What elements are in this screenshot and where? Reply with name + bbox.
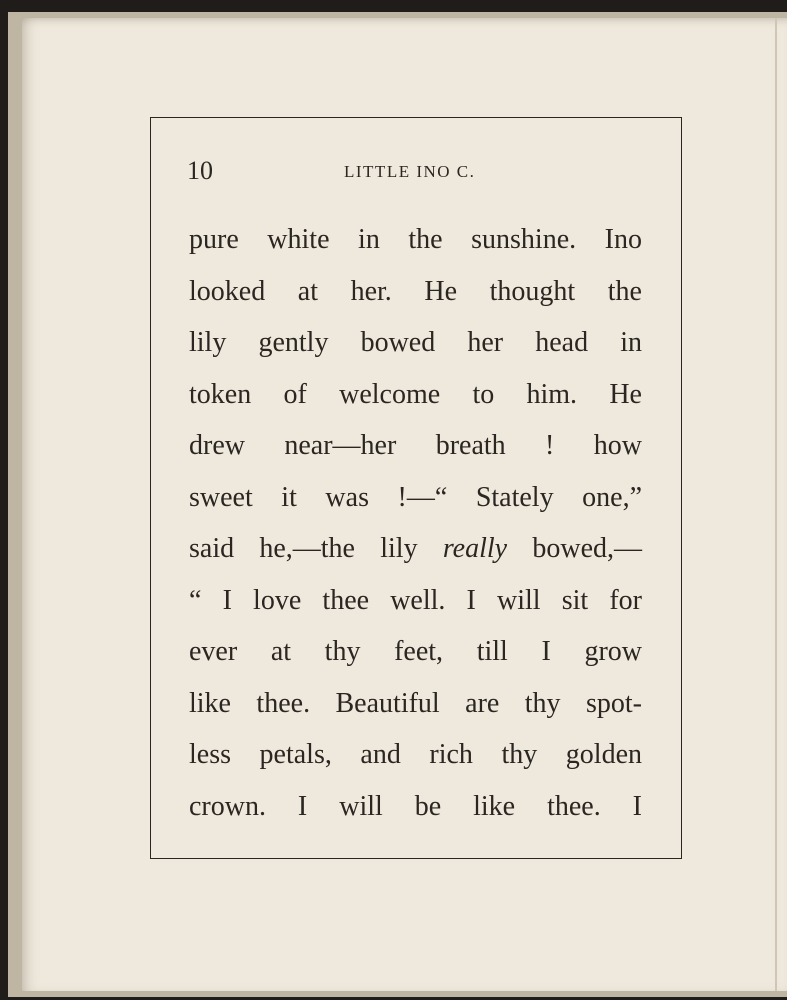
text-line: looked at her. He thought the	[189, 275, 642, 307]
text-line: drew near—her breath ! how	[189, 430, 642, 461]
text-line: less petals, and rich thy golden	[189, 739, 642, 770]
page-header	[151, 156, 681, 186]
text-line: ever at thy feet, till I grow	[189, 636, 642, 667]
emphasized-word: really	[442, 533, 508, 564]
text-line: crown. I will be like thee. I	[189, 790, 642, 822]
text-segment: said he,—the lily	[189, 533, 443, 564]
running-title: LITTLE INO C.	[344, 162, 476, 181]
text-line: token of welcome to him. He	[189, 378, 642, 410]
page-number: 10	[187, 156, 213, 185]
text-segment: bowed,—	[507, 533, 643, 564]
body-text	[189, 214, 642, 832]
text-line: pure white in the sunshine. Ino	[189, 224, 642, 255]
text-line: like thee. Beautiful are thy spot-	[189, 687, 642, 719]
text-frame	[150, 117, 682, 859]
page-fold-edge	[775, 18, 777, 991]
text-line	[189, 523, 642, 575]
text-line: lily gently bowed her head in	[189, 327, 642, 358]
book-page	[22, 18, 787, 991]
text-line: sweet it was !—“ Stately one,”	[189, 481, 642, 513]
text-line: “ I love thee well. I will sit for	[189, 584, 642, 616]
